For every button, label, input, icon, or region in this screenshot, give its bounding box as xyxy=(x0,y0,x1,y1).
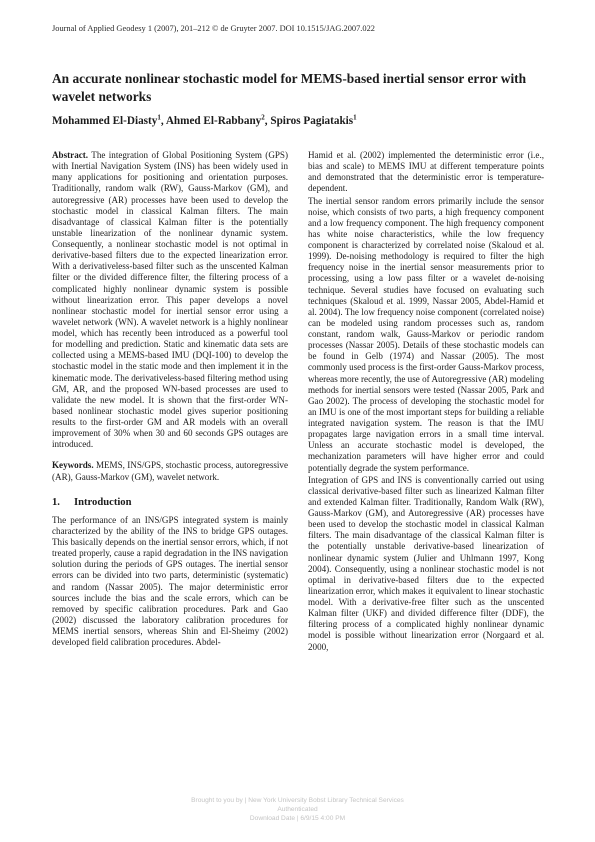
author-name: Ahmed El-Rabbany xyxy=(165,114,262,127)
journal-citation-header: Journal of Applied Geodesy 1 (2007), 201–212 © de Gruyter 2007. DOI 10.1515/JAG.2007.022 xyxy=(52,24,375,33)
left-column xyxy=(52,150,288,648)
body-paragraph: The performance of an INS/GPS integrated system is mainly characterized by the ability of the INS to bridge GPS outages. This basically depends on the inertial sensor errors, which, if not treated properly, cause a rapid degradation in the INS navigation solution during the periods of GPS outages. The inertial sensor errors can be divided into two parts, deterministic (systematic) and random (Nassar 2005). The major deterministic error sources include the bias and the scale errors, which can be removed by specific calibration procedures. Park and Gao (2002) discussed the laboratory calibration procedures for MEMS inertial sensors, whereas Shin and El-Sheimy (2002) developed field calibration procedures. Abdel- xyxy=(52,514,288,648)
download-watermark-line: Download Date | 6/9/15 4:00 PM xyxy=(249,815,346,822)
author-entry xyxy=(270,115,356,127)
author-entry xyxy=(52,115,166,127)
body-paragraph: The inertial sensor random errors primarily include the sensor noise, which consists of two parts, a high frequency component and a low frequency component. The high frequency component has white noise characteristics, while the low frequency component is characterized by correlated noise (Skaloud et al. 1999). De-noising methodology is required to filter the high frequency noise in the inertial sensor measurements prior to processing, using a low pass filter or a wavelet de-noising technique. Several studies have focused on evaluating such techniques (Skaloud et al. 1999, Nassar 2005, Abdel-Hamid et al. 2004). The low frequency noise component (correlated noise) can be modeled using random processes such as, random constant, random walk, Gauss-Markov or periodic random processes (Nassar 2005). Details of these stochastic models can be found in Gelb (1974) and Nassar (2005). The most commonly used process is the first-order Gauss-Markov process, whereas more recently, the use of Autoregressive (AR) modeling methods for inertial sensors were tested (Nassar 2005, Park and Gao 2002). The process of developing the stochastic model for an IMU is one of the most important steps for building a reliable integrated navigation system. The reason is that the IMU propagates large navigation errors in a small time interval. Unless an accurate stochastic model is developed, the mechanization parameters will have higher error and could potentially degrade the system performance. xyxy=(308,195,544,473)
author-affiliation-marker: 1 xyxy=(157,113,161,121)
author-entry xyxy=(166,115,271,127)
author-affiliation-marker: 1 xyxy=(353,113,357,121)
author-separator: , xyxy=(160,114,166,127)
download-watermark-line: Brought to you by | New York University Bobst Library Technical Services xyxy=(191,797,404,804)
author-separator: , xyxy=(264,114,271,127)
section-number: 1. xyxy=(52,496,60,508)
keywords-text: MEMS, INS/GPS, stochastic process, autoregressive (AR), Gauss-Markov (GM), wavelet network. xyxy=(52,460,288,482)
right-column xyxy=(308,150,544,653)
article-title: An accurate nonlinear stochastic model for MEMS-based inertial sensor error with wavelet networks xyxy=(52,71,527,104)
section-title: Introduction xyxy=(74,496,132,508)
abstract-paragraph xyxy=(52,150,288,450)
download-watermark-line: Authenticated xyxy=(277,806,318,813)
author-list xyxy=(52,113,543,127)
body-paragraph: Integration of GPS and INS is conventionally carried out using classical derivative-based filter such as linearized Kalman filter and extended Kalman filter. Traditionally, Random Walk (RW), Gauss-Markov (GM), and Autoregressive (AR) processes have been used to develop the stochastic model in classical Kalman filters. The main disadvantage of the classical Kalman filter is the potentially unstable derivative-based linearization of nonlinear dynamic system (Julier and Uhlmann 1997, Kong 2004). Consequently, using a nonlinear stochastic model is not optimal in derivative-based filters due to the expected linearization error, which makes it equivalent to linear stochastic model. With a derivative-free filter such as the unscented Kalman filter (UKF) and divided difference filter (DDF), the filtering process of a complicated highly nonlinear dynamic model is possible without linearization error (Norgaard et al. 2000, xyxy=(308,474,544,652)
body-paragraph: Hamid et al. (2002) implemented the deterministic error (i.e., bias and scale) to MEMS IMU at different temperature points and demonstrated that the deterministic error is temperature-dependent. xyxy=(308,150,544,194)
abstract-label: Abstract. xyxy=(52,150,89,160)
author-name: Spiros Pagiatakis xyxy=(270,114,354,127)
abstract-text: The integration of Global Positioning System (GPS) with Inertial Navigation System (INS) has been widely used in many applications for positioning and orientation purposes. Traditionally, random walk (RW), Gauss-Markov (GM), and autoregressive (AR) processes have been used to develop the stochastic model in classical Kalman filters. The main disadvantage of classical Kalman filter is the potentially unstable linearization of the nonlinear dynamic system. Consequently, a nonlinear stochastic model is not optimal in derivative-based filters due to the expected linearization error. With a derivativeless-based filter such as the unscented Kalman filter or the divided difference filter, the filtering process of a complicated highly nonlinear dynamic system is possible without linearization error. This paper develops a novel nonlinear stochastic model for inertial sensor error using a wavelet network (WN). A wavelet network is a highly nonlinear model, which has recently been introduced as a powerful tool for modelling and prediction. Static and kinematic data sets are collected using a MEMS-based IMU (DQI-100) to develop the stochastic model in the static mode and then implement it in the kinematic mode. The derivativeless-based filtering method using GM, AR, and the proposed WN-based processes are used to validate the new model. It is shown that the first-order WN-based nonlinear stochastic model gives superior positioning results to the first-order GM and AR models with an overall improvement of 30% when 30 and 60 seconds GPS outages are introduced. xyxy=(52,150,288,450)
section-heading-introduction xyxy=(52,497,288,508)
keywords-paragraph xyxy=(52,460,288,482)
keywords-label: Keywords. xyxy=(52,460,94,471)
author-name: Mohammed El-Diasty xyxy=(52,114,158,127)
author-affiliation-marker: 2 xyxy=(261,113,265,121)
